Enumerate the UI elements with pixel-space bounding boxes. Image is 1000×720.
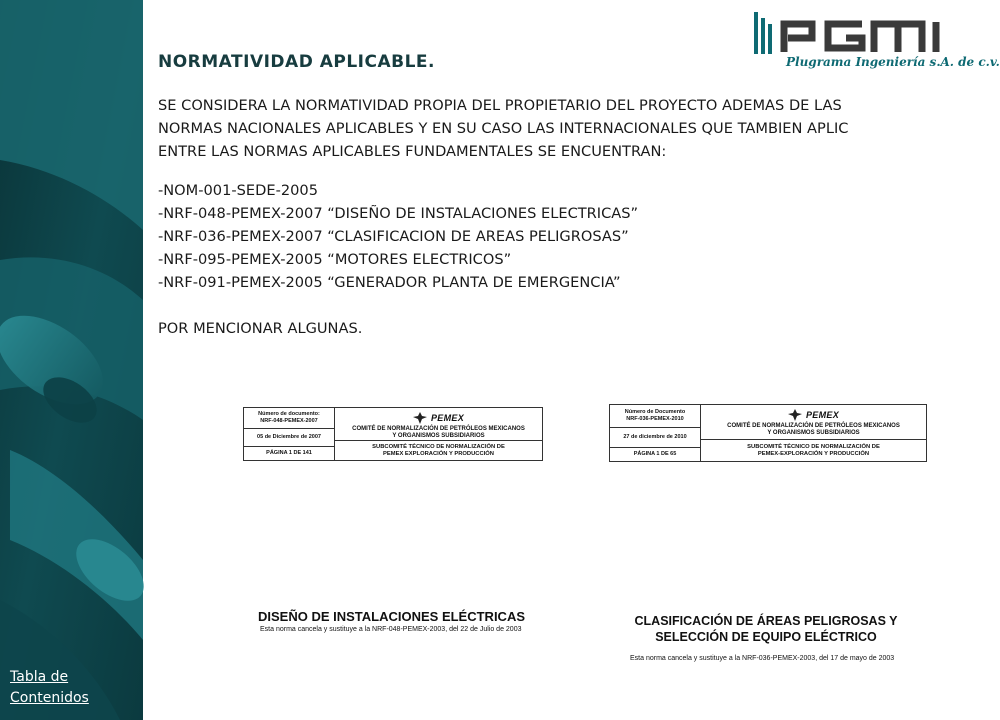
document-title-line: SELECCIÓN DE EQUIPO ELÉCTRICO (655, 630, 877, 644)
doc-date-cell (244, 429, 334, 447)
doc-date: 27 de diciembre de 2010 (623, 434, 687, 440)
doc-page: PÁGINA 1 DE 65 (633, 450, 677, 457)
pemex-eagle-icon (413, 412, 427, 424)
doc-number-cell (610, 405, 700, 428)
committee-line: COMITÉ DE NORMALIZACIÓN DE PETRÓLEOS MEXICANOS (352, 426, 525, 432)
norm-item: -NRF-048-PEMEX-2007 “DISEÑO DE INSTALACIONES ELECTRICAS” (158, 205, 639, 222)
subcommittee-line: SUBCOMITÉ TÉCNICO DE NORMALIZACIÓN DE (747, 443, 880, 450)
doc-page-cell (610, 448, 700, 460)
sidebar-graphic (0, 0, 143, 720)
doc-number-cell (244, 408, 334, 429)
committee-line: Y ORGANISMOS SUBSIDIARIOS (392, 433, 485, 439)
pemex-brand (701, 407, 926, 423)
document-note: Esta norma cancela y sustituye a la NRF-048-PEMEX-2003, del 22 de Julio de 2003 (260, 626, 522, 633)
document-header-nrf-048 (243, 407, 543, 461)
norm-item: -NRF-091-PEMEX-2005 “GENERADOR PLANTA DE EMERGENCIA” (158, 274, 621, 291)
doc-committee-column (701, 405, 926, 461)
doc-date-cell (610, 428, 700, 448)
committee-block (335, 408, 542, 441)
paragraph-line: NORMAS NACIONALES APLICABLES Y EN SU CASO LAS INTERNACIONALES QUE TAMBIEN APLIC (158, 120, 849, 137)
doc-committee-column (335, 408, 542, 460)
norm-item: -NRF-095-PEMEX-2005 “MOTORES ELECTRICOS” (158, 251, 512, 268)
committee-line: Y ORGANISMOS SUBSIDIARIOS (767, 430, 860, 436)
document-header-nrf-036 (609, 404, 927, 462)
norms-list (158, 179, 960, 294)
doc-number: NRF-048-PEMEX-2007 (260, 418, 318, 424)
pemex-brand (335, 410, 542, 426)
main-content (158, 50, 960, 340)
document-title (258, 609, 525, 625)
pemex-text: PEMEX (805, 409, 839, 420)
decorative-sidebar (0, 0, 143, 720)
doc-number-label: Número de Documento (624, 409, 686, 415)
committee-block (701, 405, 926, 440)
norm-item: -NRF-036-PEMEX-2007 “CLASIFICACION DE AREAS PELIGROSAS” (158, 228, 629, 245)
paragraph-line: SE CONSIDERA LA NORMATIVIDAD PROPIA DEL PROPIETARIO DEL PROYECTO ADEMAS DE LAS (158, 97, 842, 114)
table-of-contents-link[interactable]: Tabla de Contenidos (10, 669, 89, 706)
document-title-line: CLASIFICACIÓN DE ÁREAS PELIGROSAS Y (634, 614, 898, 628)
norm-item: -NOM-001-SEDE-2005 (158, 182, 318, 199)
document-note: Esta norma cancela y sustituye a la NRF-036-PEMEX-2003, del 17 de mayo de 2003 (630, 655, 895, 662)
subcommittee-line: SUBCOMITÉ TÉCNICO DE NORMALIZACIÓN DE (372, 443, 505, 450)
doc-date: 05 de Diciembre de 2007 (257, 434, 321, 440)
subcommittee-line: PEMEX-EXPLORACIÓN Y PRODUCCIÓN (757, 450, 870, 457)
page-title: NORMATIVIDAD APLICABLE. (158, 52, 435, 72)
doc-meta-column (610, 405, 701, 461)
document-title (612, 613, 920, 645)
subcommittee-block (335, 441, 542, 460)
paragraph-line: ENTRE LAS NORMAS APLICABLES FUNDAMENTALES SE ENCUENTRAN: (158, 143, 667, 160)
closing-text: POR MENCIONAR ALGUNAS. (158, 320, 363, 337)
pemex-text: PEMEX (430, 412, 464, 423)
doc-meta-column (244, 408, 335, 460)
doc-number-label: Número de documento: (258, 411, 320, 417)
subcommittee-line: PEMEX EXPLORACIÓN Y PRODUCCIÓN (383, 450, 494, 457)
document-title-line: DISEÑO DE INSTALACIONES ELÉCTRICAS (258, 609, 526, 624)
doc-number: NRF-036-PEMEX-2010 (626, 416, 684, 422)
logo-subtitle: Plugrama Ingeniería s.A. de c.v. (786, 55, 1000, 69)
subcommittee-block (701, 440, 926, 461)
pemex-eagle-icon (788, 409, 802, 421)
doc-page-cell (244, 447, 334, 459)
doc-page: PÁGINA 1 DE 141 (266, 449, 312, 456)
committee-line: COMITÉ DE NORMALIZACIÓN DE PETRÓLEOS MEXICANOS (727, 423, 900, 429)
